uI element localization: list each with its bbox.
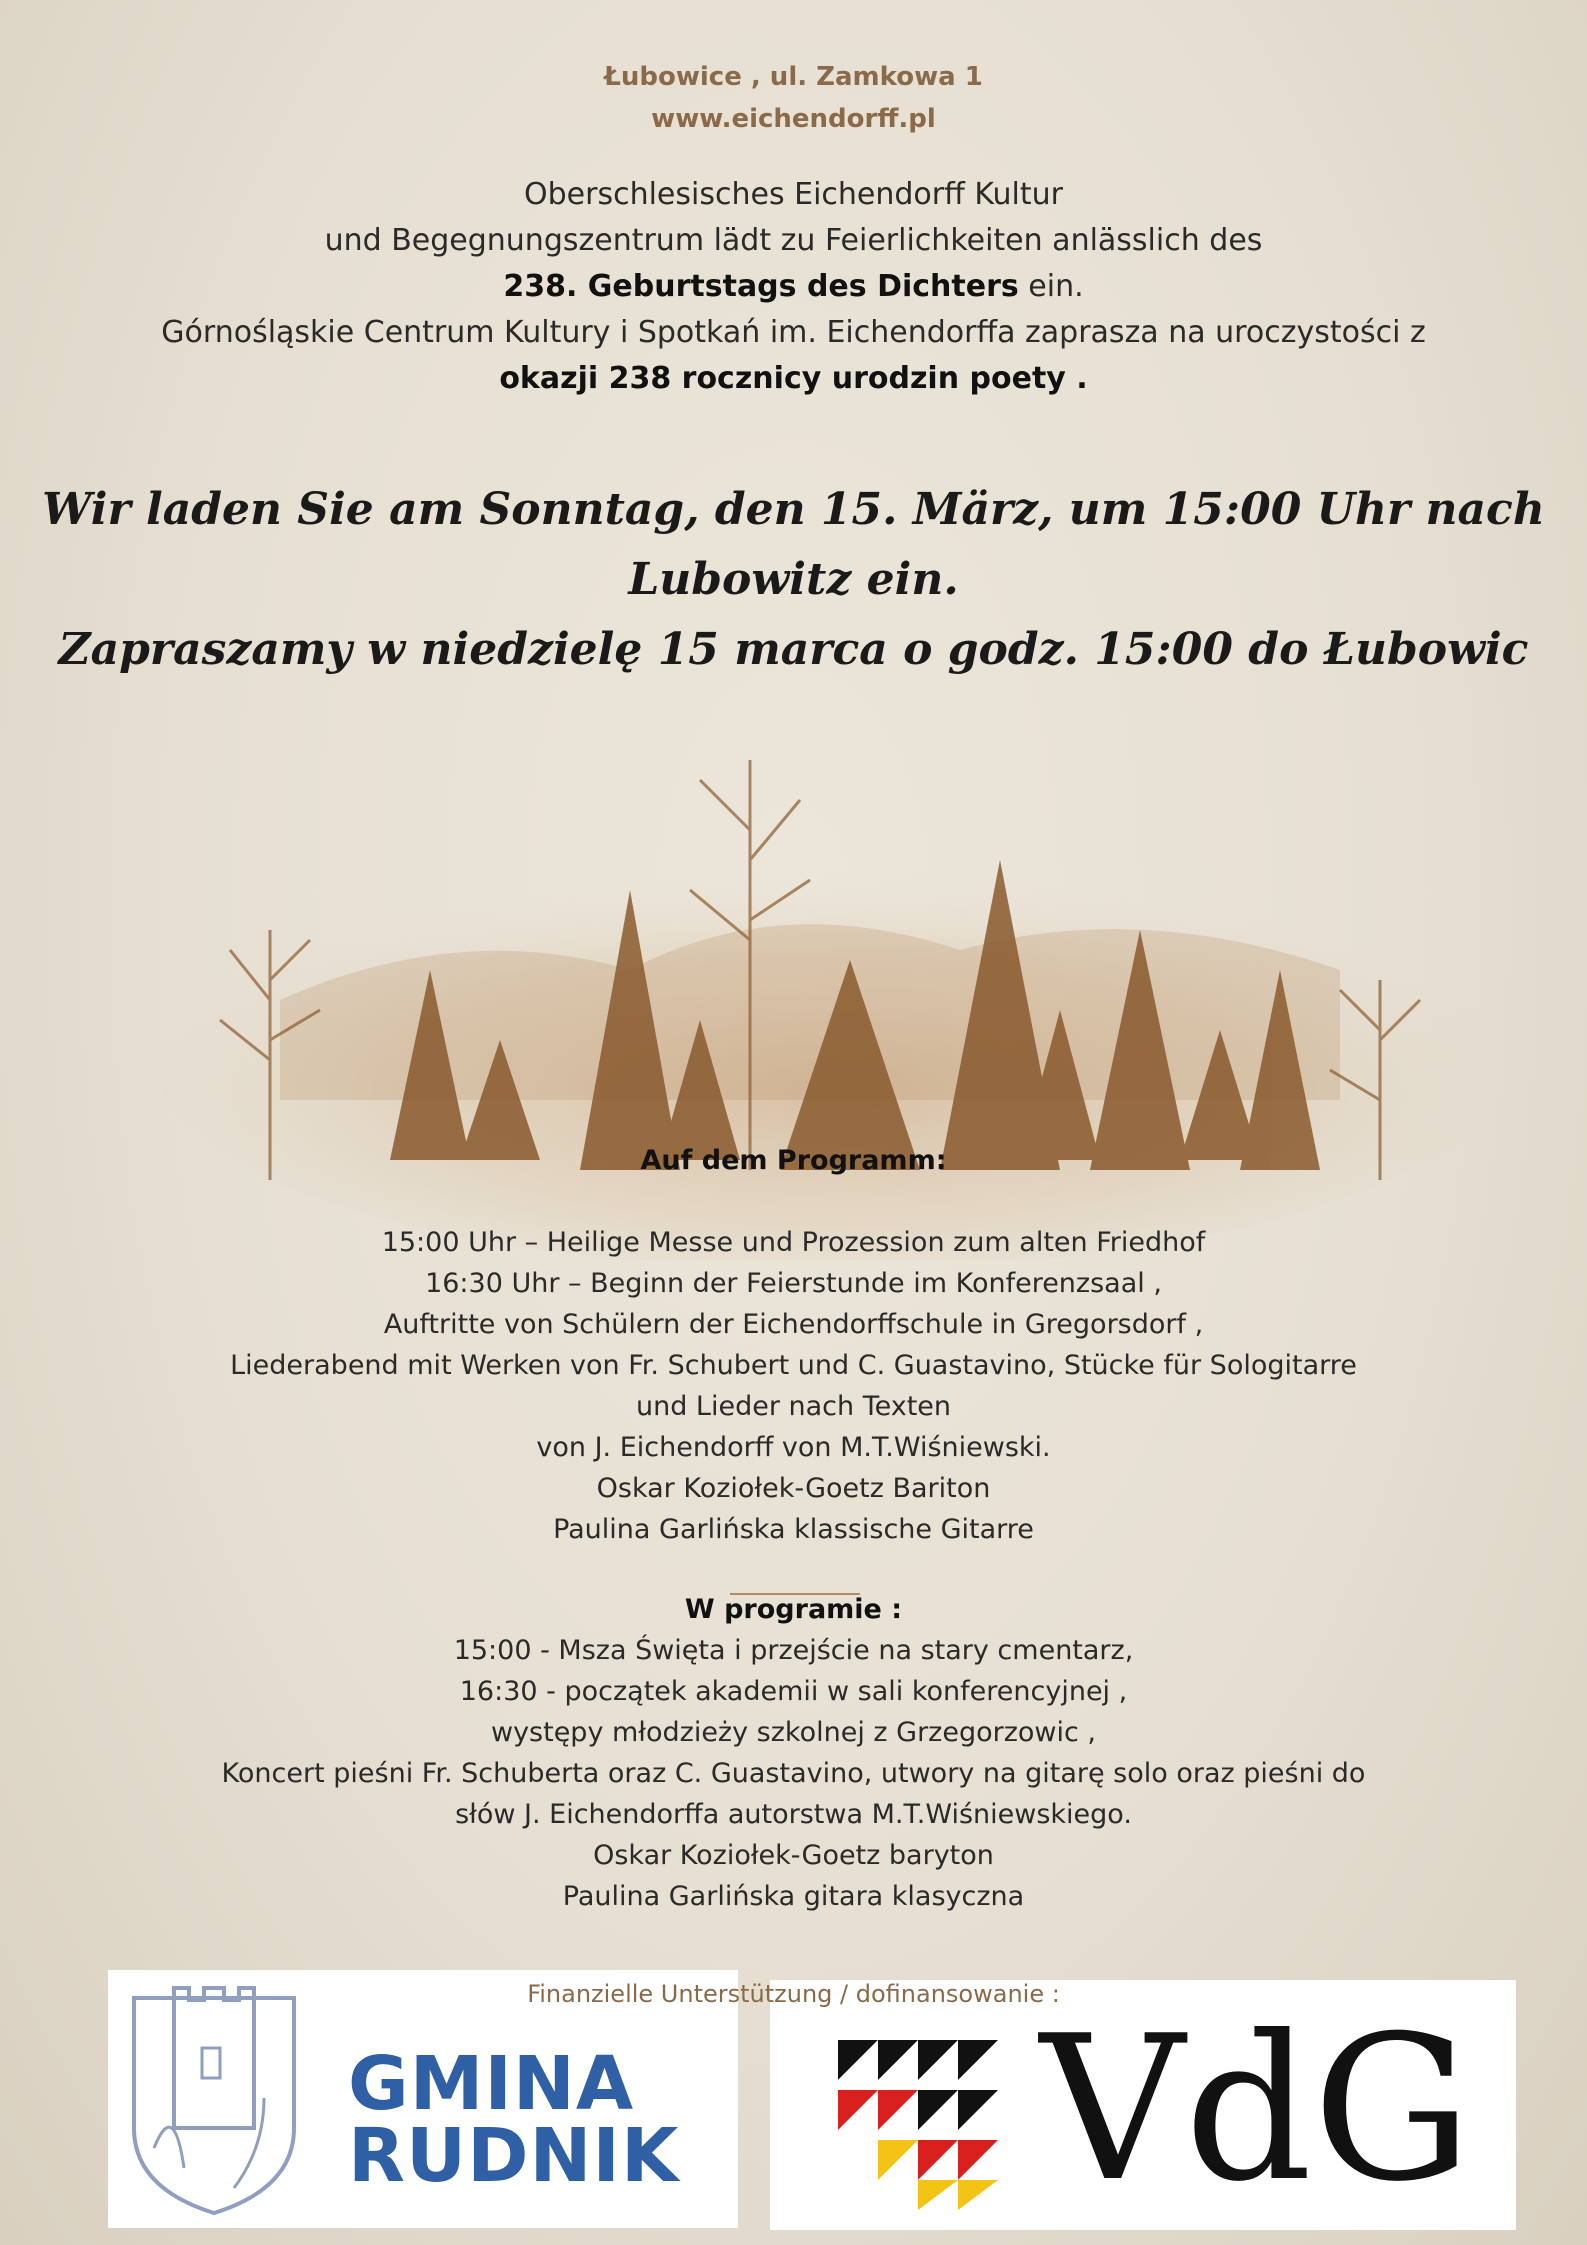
program-pl-title: W programie : <box>684 1594 903 1625</box>
program-de-line: Liederabend mit Werken von Fr. Schubert und C. Guastavino, Stücke für Sologitarre <box>230 1350 1357 1381</box>
program-de-line: von J. Eichendorff von M.T.Wiśniewski. <box>536 1432 1051 1463</box>
intro-line-2: und Begegnungszentrum lädt zu Feierlichkeiten anlässlich des <box>324 223 1263 258</box>
program-de <box>0 1140 1587 1550</box>
program-pl-line: występy młodzieży szkolnej z Grzegorzowic , <box>490 1717 1097 1748</box>
program-de-line: Oskar Koziołek-Goetz Bariton <box>596 1473 991 1504</box>
program-pl <box>0 1589 1587 1917</box>
intro-line-5 <box>0 356 1587 402</box>
program-de-line: Paulina Garlińska klassische Gitarre <box>553 1514 1034 1545</box>
program-de-line: 16:30 Uhr – Beginn der Feierstunde im Konferenzsaal , <box>425 1268 1162 1299</box>
headline-line-2: Lubowitz ein. <box>628 554 959 605</box>
program-de-line: Auftritte von Schülern der Eichendorffschule in Gregorsdorf , <box>383 1309 1204 1340</box>
website-link[interactable]: www.eichendorff.pl <box>651 104 936 134</box>
logo-gmina-text: GMINA <box>348 2041 635 2127</box>
intro-line-1: Oberschlesisches Eichendorff Kultur <box>524 177 1063 212</box>
program-pl-line: słów J. Eichendorffa autorstwa M.T.Wiśniewskiego. <box>455 1799 1132 1830</box>
intro-line-3-rest: ein. <box>1018 269 1084 304</box>
vdg-logo <box>770 1980 1516 2230</box>
intro-text <box>0 172 1587 402</box>
gmina-rudnik-logo <box>108 1970 738 2228</box>
intro-line-5-bold: okazji 238 rocznicy urodzin poety . <box>499 361 1088 396</box>
program-de-line: und Lieder nach Texten <box>635 1391 952 1422</box>
intro-line-3 <box>0 264 1587 310</box>
program-pl-line: Koncert pieśni Fr. Schuberta oraz C. Guastavino, utwory na gitarę solo oraz pieśni do <box>221 1758 1366 1789</box>
headline-line-3: Zapraszamy w niedzielę 15 marca o godz. 15:00 do Łubowic <box>58 624 1529 675</box>
program-pl-line: Paulina Garlińska gitara klasyczna <box>562 1881 1025 1912</box>
program-pl-line: Oskar Koziołek-Goetz baryton <box>593 1840 994 1871</box>
program-de-line: 15:00 Uhr – Heilige Messe und Prozession zum alten Friedhof <box>381 1227 1206 1258</box>
program-pl-line: 16:30 - początek akademii w sali konferencyjnej , <box>459 1676 1128 1707</box>
logo-rudnik-text: RUDNIK <box>348 2113 680 2199</box>
checkered-flag-icon <box>838 2040 998 2210</box>
logo-vdg-text: VdG <box>1040 1993 1473 2226</box>
headline-line-1: Wir laden Sie am Sonntag, den 15. März, um 15:00 Uhr nach <box>42 484 1545 535</box>
castle-shield-icon <box>114 1978 314 2218</box>
headline <box>0 475 1587 685</box>
intro-line-3-bold: 238. Geburtstags des Dichters <box>503 269 1019 304</box>
program-de-title: Auf dem Programm: <box>640 1145 947 1176</box>
program-pl-line: 15:00 - Msza Święta i przejście na stary cmentarz, <box>453 1635 1134 1666</box>
address: Łubowice , ul. Zamkowa 1 <box>604 62 983 92</box>
intro-line-4: Górnośląskie Centrum Kultury i Spotkań im. Eichendorffa zaprasza na uroczystości z <box>161 315 1426 350</box>
funding-label: Finanzielle Unterstützung / dofinansowanie : <box>527 1980 1060 2008</box>
